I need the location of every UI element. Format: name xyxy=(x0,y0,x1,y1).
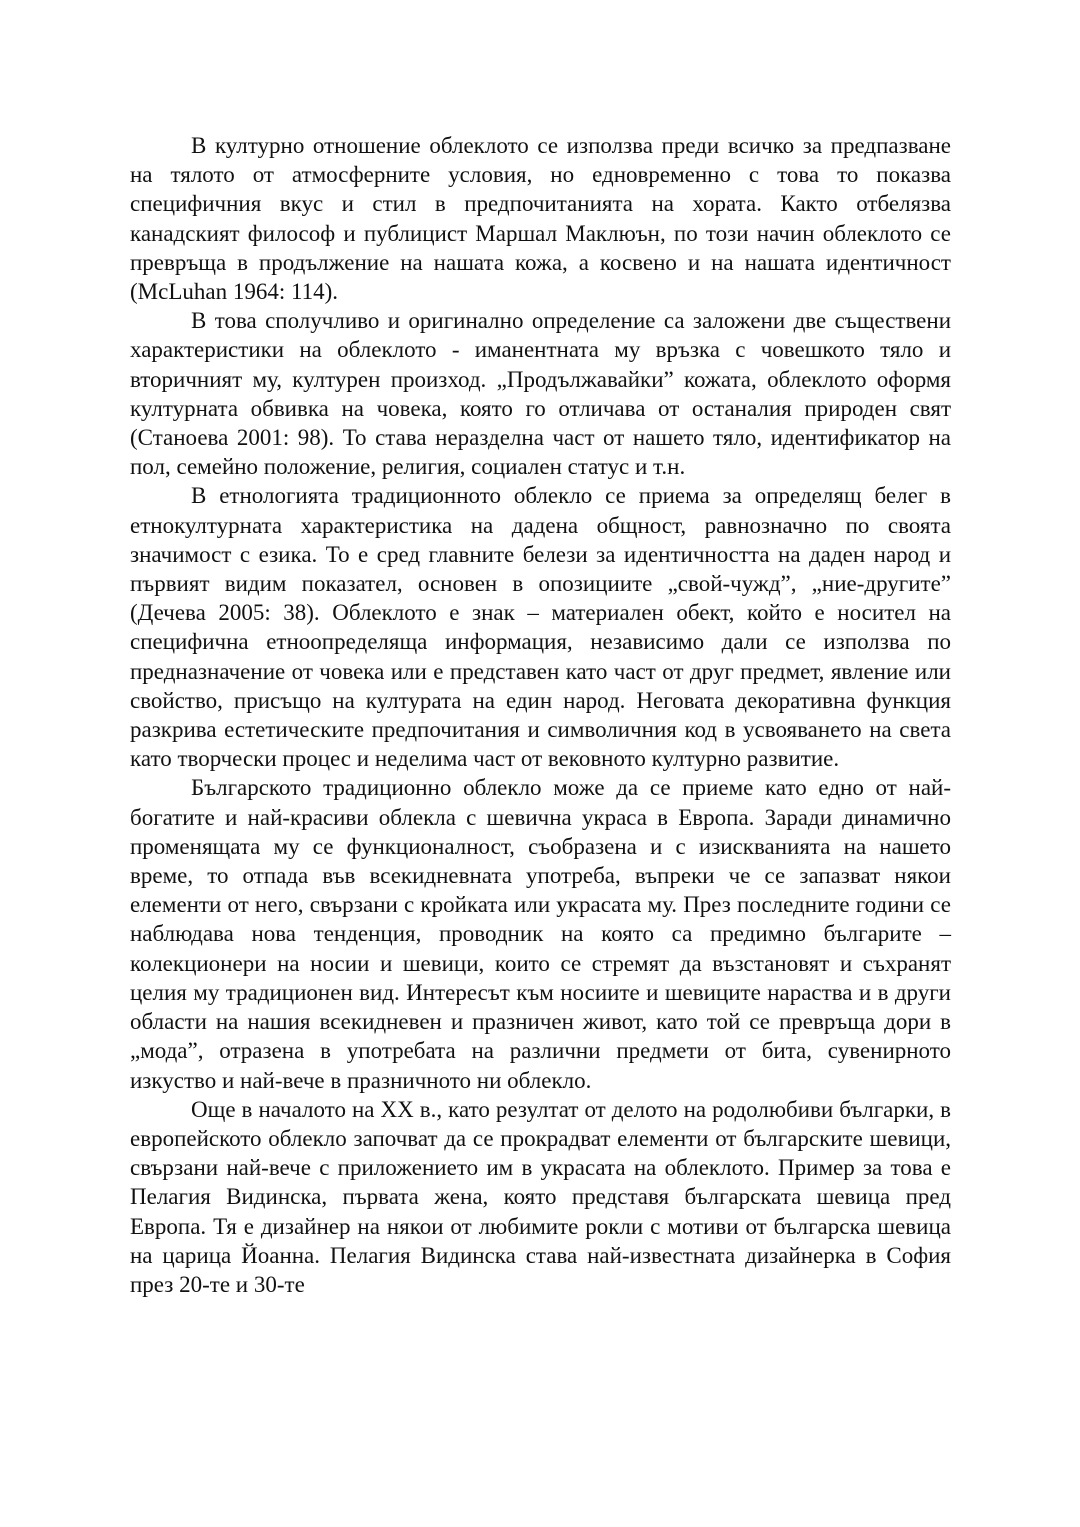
paragraph-ethnology-traditional-dress: В етнологията традиционното облекло се приема за определящ белег в етнокултурната характеристика на дадена общност, равнозначно по своята значимост с езика. То е сред главните белези за идентичността на даден народ и първият видим показател, основен в опозициите „свой-чужд”, „ние-другите” (Дечева 2005: 38). Облеклото е знак – материален обект, който е носител на специфична етноопределяща информация, независимо дали се използва по предназначение от човека или е представен като част от друг предмет, явление или свойство, присъщо на културата на един народ. Неговата декоративна функция разкрива естетическите предпочитания и символичния код в усвояването на света като творчески процес и неделима част от вековното културно развитие. xyxy=(130,483,951,772)
paragraph-clothing-characteristics: В това сполучливо и оригинално определение са заложени две съществени характеристики на облеклото - иманентната му връзка с човешкото тяло и вторичният му, културен произход. „Продължавайки” кожата, облеклото оформя културната обвивка на човека, която го отличава от останалия природен свят (Станоева 2001: 98). То става неразделна част от нашето тяло, идентификатор на пол, семейно положение, религия, социален статус и т.н. xyxy=(130,308,951,480)
paragraph-bulgarian-traditional-dress: Българското традиционно облекло може да се приеме като едно от най-богатите и най-красиви облекла с шевична украса в Европа. Заради динамично променящата му се функционалност, съобразена и с изискванията на нашето време, то отпада във всекидневната употреба, въпреки че се запазват някои елементи от него, свързани с кройката или украсата му. През последните години се наблюдава нова тенденция, проводник на която са предимно българите – колекционери на носии и шевици, които се стремят да възстановят и съхранят целия му традиционен вид. Интересът към носиите и шевиците нараства и в други области на нашия всекидневен и празничен живот, като той се превръща дори в „мода”, отразена в употребата на различни предмети от бита, сувенирното изкуство и най-вече в празничното ни облекло. xyxy=(130,775,951,1093)
document-page xyxy=(130,131,951,1299)
paragraph-early-20th-century: Още в началото на XX в., като резултат от делото на родолюбиви българки, в европейското облекло започват да се прокрадват елементи от българските шевици, свързани най-вече с приложението им в украсата на облеклото. Пример за това е Пелагия Видинска, първата жена, която представя българската шевица пред Европа. Тя е дизайнер на някои от любимите рокли с мотиви от българска шевица на царица Йоанна. Пелагия Видинска става най-известната дизайнерка в София през 20-те и 30-те xyxy=(130,1096,951,1297)
paragraph-clothing-cultural-role: В културно отношение облеклото се използва преди всичко за предпазване на тялото от атмосферните условия, но едновременно с това то показва специфичния вкус и стил в предпочитанията на хората. Както отбелязва канадският философ и публицист Маршал Маклюън, по този начин облеклото се превръща в продължение на нашата кожа, а косвено и на нашата идентичност (McLuhan 1964: 114). xyxy=(130,133,951,305)
